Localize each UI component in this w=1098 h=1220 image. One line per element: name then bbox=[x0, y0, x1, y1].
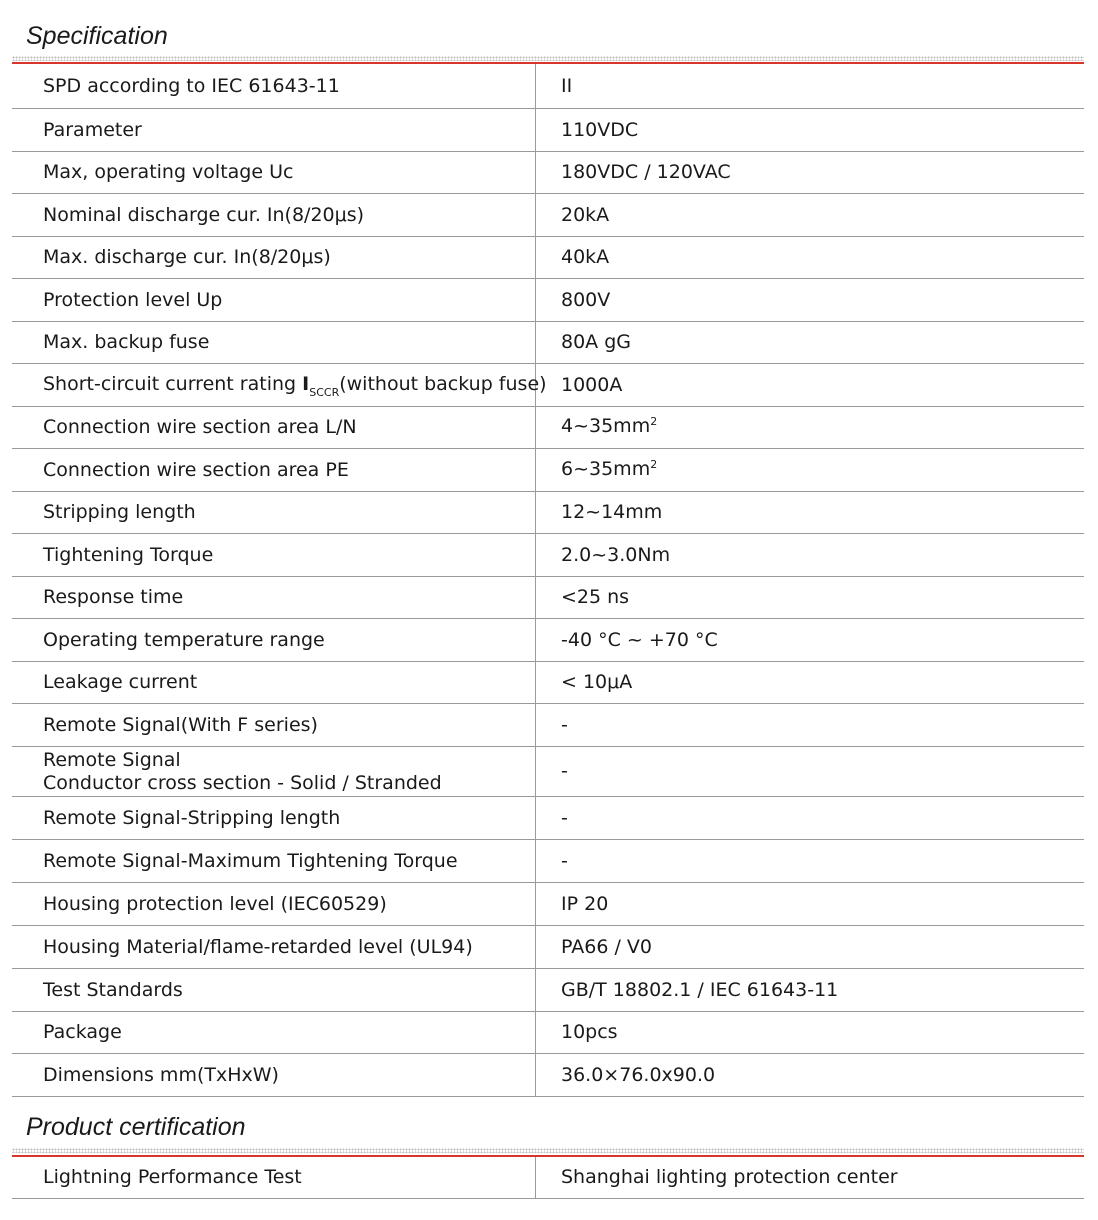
table-row bbox=[12, 619, 1084, 662]
table-row bbox=[12, 152, 1084, 194]
table-row bbox=[12, 279, 1084, 322]
spec-label: Leakage current bbox=[12, 662, 536, 703]
spec-label: Housing protection level (IEC60529) bbox=[12, 883, 536, 925]
certification-table bbox=[12, 1157, 1084, 1199]
table-row bbox=[12, 407, 1084, 449]
table-row bbox=[12, 662, 1084, 704]
spec-value: 180VDC / 120VAC bbox=[561, 161, 731, 183]
spec-label-suffix: (without backup fuse) bbox=[339, 372, 547, 395]
spec-value: 800V bbox=[561, 288, 611, 311]
spec-value: 20kA bbox=[561, 203, 610, 226]
spec-value: < 10μA bbox=[561, 671, 633, 693]
spec-value: IP 20 bbox=[561, 892, 609, 915]
spec-label: Test Standards bbox=[12, 969, 536, 1011]
spec-label: Remote Signal-Maximum Tightening Torque bbox=[12, 840, 536, 882]
spec-value: - bbox=[561, 806, 568, 829]
title-dotted-divider bbox=[12, 56, 1084, 61]
spec-value: 1000A bbox=[561, 373, 623, 396]
certification-label: Lightning Performance Test bbox=[12, 1157, 536, 1198]
specification-title: Specification bbox=[26, 22, 168, 50]
spec-value: -40 °C ~ +70 °C bbox=[561, 628, 718, 651]
spec-value: - bbox=[561, 849, 568, 872]
table-row bbox=[12, 704, 1084, 747]
spec-label: Protection level Up bbox=[12, 279, 536, 321]
table-row bbox=[12, 797, 1084, 840]
spec-value-text: 6~35mm bbox=[561, 457, 651, 480]
spec-value: 36.0×76.0x90.0 bbox=[561, 1063, 716, 1086]
table-row bbox=[12, 969, 1084, 1012]
spec-label: Housing Material/flame-retarded level (UL94) bbox=[12, 926, 536, 968]
spec-value: - bbox=[561, 713, 568, 736]
spec-label: Response time bbox=[12, 577, 536, 618]
spec-label: Remote Signal(With F series) bbox=[12, 704, 536, 746]
spec-label: Max. backup fuse bbox=[12, 322, 536, 363]
table-row bbox=[12, 926, 1084, 969]
spec-label-text: Short-circuit current rating bbox=[43, 372, 303, 395]
spec-value: PA66 / V0 bbox=[561, 935, 652, 958]
spec-label: Dimensions mm(TxHxW) bbox=[12, 1054, 536, 1096]
table-row bbox=[12, 64, 1084, 109]
spec-value: 80A gG bbox=[561, 331, 631, 353]
specification-table bbox=[12, 64, 1084, 1097]
table-row bbox=[12, 492, 1084, 534]
table-row bbox=[12, 840, 1084, 883]
spec-label: Max. discharge cur. In(8/20μs) bbox=[12, 237, 536, 278]
spec-label-line: Conductor cross section - Solid / Stranded bbox=[43, 771, 442, 794]
spec-value bbox=[536, 407, 1084, 448]
spec-label bbox=[12, 747, 536, 796]
spec-label: Stripping length bbox=[12, 492, 536, 533]
spec-value-superscript: 2 bbox=[650, 415, 658, 428]
spec-value-superscript: 2 bbox=[650, 457, 658, 471]
table-row bbox=[12, 1054, 1084, 1097]
table-row bbox=[12, 1012, 1084, 1054]
spec-label: Connection wire section area PE bbox=[12, 449, 536, 491]
spec-label: Connection wire section area L/N bbox=[12, 407, 536, 448]
certification-value: Shanghai lighting protection center bbox=[561, 1166, 898, 1188]
certification-dotted-divider bbox=[12, 1148, 1084, 1153]
spec-value: GB/T 18802.1 / IEC 61643-11 bbox=[561, 978, 839, 1001]
spec-label: Package bbox=[12, 1012, 536, 1053]
spec-label: Nominal discharge cur. In(8/20μs) bbox=[12, 194, 536, 236]
table-row bbox=[12, 449, 1084, 492]
spec-label-line: Remote Signal bbox=[43, 748, 181, 771]
spec-value: 12~14mm bbox=[561, 501, 663, 523]
spec-label-subscript: SCCR bbox=[309, 385, 340, 399]
spec-label: Operating temperature range bbox=[12, 619, 536, 661]
spec-value: 110VDC bbox=[561, 118, 639, 141]
table-row bbox=[12, 237, 1084, 279]
spec-value: <25 ns bbox=[561, 586, 630, 608]
spec-label bbox=[12, 364, 547, 406]
table-row bbox=[12, 883, 1084, 926]
table-row bbox=[12, 534, 1084, 577]
spec-value: 40kA bbox=[561, 246, 610, 268]
table-row bbox=[12, 747, 1084, 797]
spec-value: - bbox=[561, 760, 568, 782]
spec-value bbox=[536, 449, 1084, 491]
table-row bbox=[12, 577, 1084, 619]
spec-label: Tightening Torque bbox=[12, 534, 536, 576]
spec-label-symbol: I bbox=[302, 372, 310, 395]
spec-label: Remote Signal-Stripping length bbox=[12, 797, 536, 839]
table-row bbox=[12, 1157, 1084, 1199]
table-row bbox=[12, 109, 1084, 152]
spec-label: SPD according to IEC 61643-11 bbox=[12, 64, 536, 108]
certification-title: Product certification bbox=[26, 1113, 246, 1141]
table-row bbox=[12, 364, 1084, 407]
spec-label: Parameter bbox=[12, 109, 536, 151]
spec-value: II bbox=[561, 74, 573, 97]
table-row bbox=[12, 322, 1084, 364]
spec-value: 10pcs bbox=[561, 1021, 618, 1043]
spec-label: Max, operating voltage Uc bbox=[12, 152, 536, 193]
spec-value-text: 4~35mm bbox=[561, 415, 651, 437]
table-row bbox=[12, 194, 1084, 237]
spec-value: 2.0~3.0Nm bbox=[561, 543, 671, 566]
